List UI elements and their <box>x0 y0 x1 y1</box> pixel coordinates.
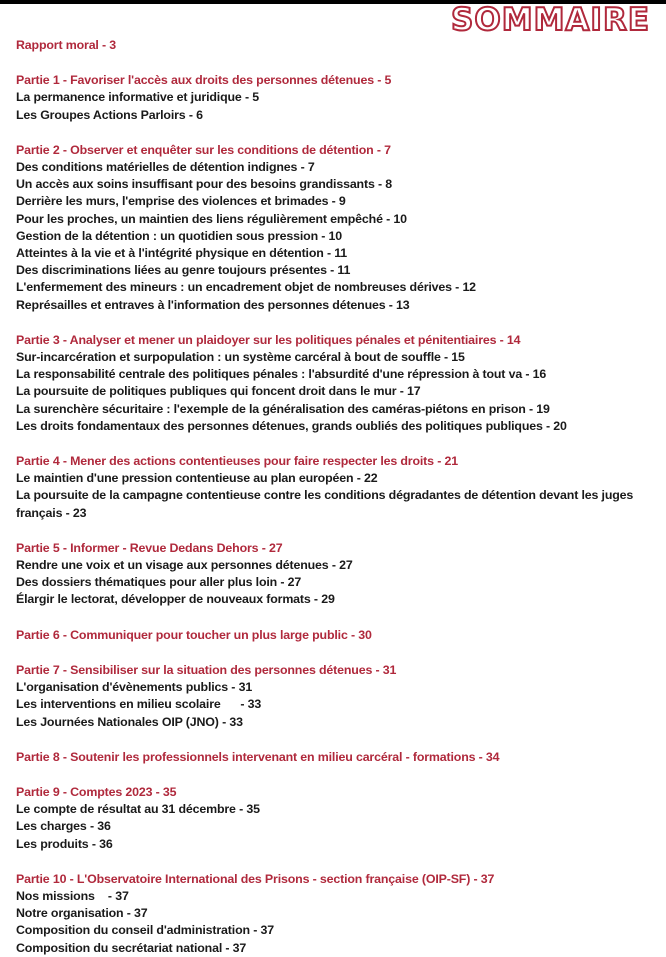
toc-item[interactable]: Les interventions en milieu scolaire - 33 <box>16 697 262 712</box>
toc-section-partie-10 <box>16 871 654 957</box>
toc-item[interactable]: Rendre une voix et un visage aux personnes détenues - 27 <box>16 558 353 573</box>
toc-item[interactable]: Des discriminations liées au genre toujours présentes - 11 <box>16 263 351 278</box>
toc-item[interactable]: La responsabilité centrale des politiques pénales : l'absurdité d'une répression à tout va - 16 <box>16 367 547 382</box>
toc-item[interactable]: L'enfermement des mineurs : un encadrement objet de nombreuses dérives - 12 <box>16 280 476 295</box>
toc-item[interactable]: Les Groupes Actions Parloirs - 6 <box>16 107 203 122</box>
table-of-contents <box>16 37 654 957</box>
toc-section-rapport-moral <box>16 37 654 54</box>
toc-item[interactable]: Les produits - 36 <box>16 836 113 851</box>
toc-section-partie-7 <box>16 662 654 731</box>
toc-item[interactable]: Composition du secrétariat national - 37 <box>16 940 247 955</box>
toc-item[interactable]: L'organisation d'évènements publics - 31 <box>16 680 253 695</box>
toc-item[interactable]: Derrière les murs, l'emprise des violences et brimades - 9 <box>16 194 346 209</box>
toc-section-partie-1 <box>16 72 654 124</box>
toc-section-partie-2 <box>16 142 654 314</box>
toc-item[interactable]: La poursuite de la campagne contentieuse contre les conditions dégradantes de détention devant les juges français - 23 <box>16 488 634 520</box>
toc-heading[interactable]: Partie 4 - Mener des actions contentieuses pour faire respecter les droits - 21 <box>16 454 458 469</box>
toc-item[interactable]: La surenchère sécuritaire : l'exemple de la généralisation des caméras-piétons en prison - 19 <box>16 401 550 416</box>
toc-item[interactable]: Les droits fondamentaux des personnes détenues, grands oubliés des politiques publiques - 20 <box>16 418 567 433</box>
toc-section-partie-5 <box>16 540 654 609</box>
toc-item[interactable]: Gestion de la détention : un quotidien sous pression - 10 <box>16 228 343 243</box>
toc-item[interactable]: Des conditions matérielles de détention indignes - 7 <box>16 160 315 175</box>
toc-item[interactable]: La poursuite de politiques publiques qui foncent droit dans le mur - 17 <box>16 384 421 399</box>
toc-heading[interactable]: Partie 3 - Analyser et mener un plaidoyer sur les politiques pénales et pénitentiaires - 14 <box>16 332 521 347</box>
toc-item[interactable]: Un accès aux soins insuffisant pour des besoins grandissants - 8 <box>16 177 392 192</box>
toc-heading[interactable]: Partie 6 - Communiquer pour toucher un plus large public - 30 <box>16 627 372 642</box>
toc-section-partie-4 <box>16 453 654 522</box>
toc-item[interactable]: Le compte de résultat au 31 décembre - 35 <box>16 802 260 817</box>
toc-section-partie-8 <box>16 749 654 766</box>
toc-item[interactable]: Des dossiers thématiques pour aller plus loin - 27 <box>16 575 302 590</box>
toc-heading[interactable]: Partie 2 - Observer et enquêter sur les conditions de détention - 7 <box>16 142 391 157</box>
toc-section-partie-9 <box>16 784 654 853</box>
toc-item[interactable]: Les Journées Nationales OIP (JNO) - 33 <box>16 714 243 729</box>
toc-item[interactable]: Composition du conseil d'administration - 37 <box>16 923 274 938</box>
toc-heading[interactable]: Partie 9 - Comptes 2023 - 35 <box>16 784 177 799</box>
toc-heading[interactable]: Partie 5 - Informer - Revue Dedans Dehors - 27 <box>16 540 283 555</box>
toc-item[interactable]: La permanence informative et juridique - 5 <box>16 90 259 105</box>
toc-item[interactable]: Représailles et entraves à l'information des personnes détenues - 13 <box>16 297 410 312</box>
toc-heading[interactable]: Rapport moral - 3 <box>16 38 117 52</box>
toc-item[interactable]: Les charges - 36 <box>16 819 111 834</box>
toc-item[interactable]: Le maintien d'une pression contentieuse au plan européen - 22 <box>16 471 378 486</box>
toc-item[interactable]: Notre organisation - 37 <box>16 906 148 921</box>
toc-heading[interactable]: Partie 7 - Sensibiliser sur la situation des personnes détenues - 31 <box>16 662 397 677</box>
page-title: SOMMAIRE <box>451 2 650 38</box>
toc-item[interactable]: Sur-incarcération et surpopulation : un système carcéral à bout de souffle - 15 <box>16 350 465 365</box>
toc-item[interactable]: Élargir le lectorat, développer de nouveaux formats - 29 <box>16 592 335 607</box>
toc-item[interactable]: Pour les proches, un maintien des liens régulièrement empêché - 10 <box>16 211 407 226</box>
toc-heading[interactable]: Partie 8 - Soutenir les professionnels intervenant en milieu carcéral - formations - 34 <box>16 749 500 764</box>
toc-section-partie-6 <box>16 627 654 644</box>
toc-item[interactable]: Nos missions - 37 <box>16 888 129 903</box>
toc-heading[interactable]: Partie 1 - Favoriser l'accès aux droits des personnes détenues - 5 <box>16 73 392 88</box>
toc-heading[interactable]: Partie 10 - L'Observatoire International des Prisons - section française (OIP-SF) - 37 <box>16 871 495 886</box>
toc-item[interactable]: Atteintes à la vie et à l'intégrité physique en détention - 11 <box>16 246 348 261</box>
toc-section-partie-3 <box>16 332 654 435</box>
